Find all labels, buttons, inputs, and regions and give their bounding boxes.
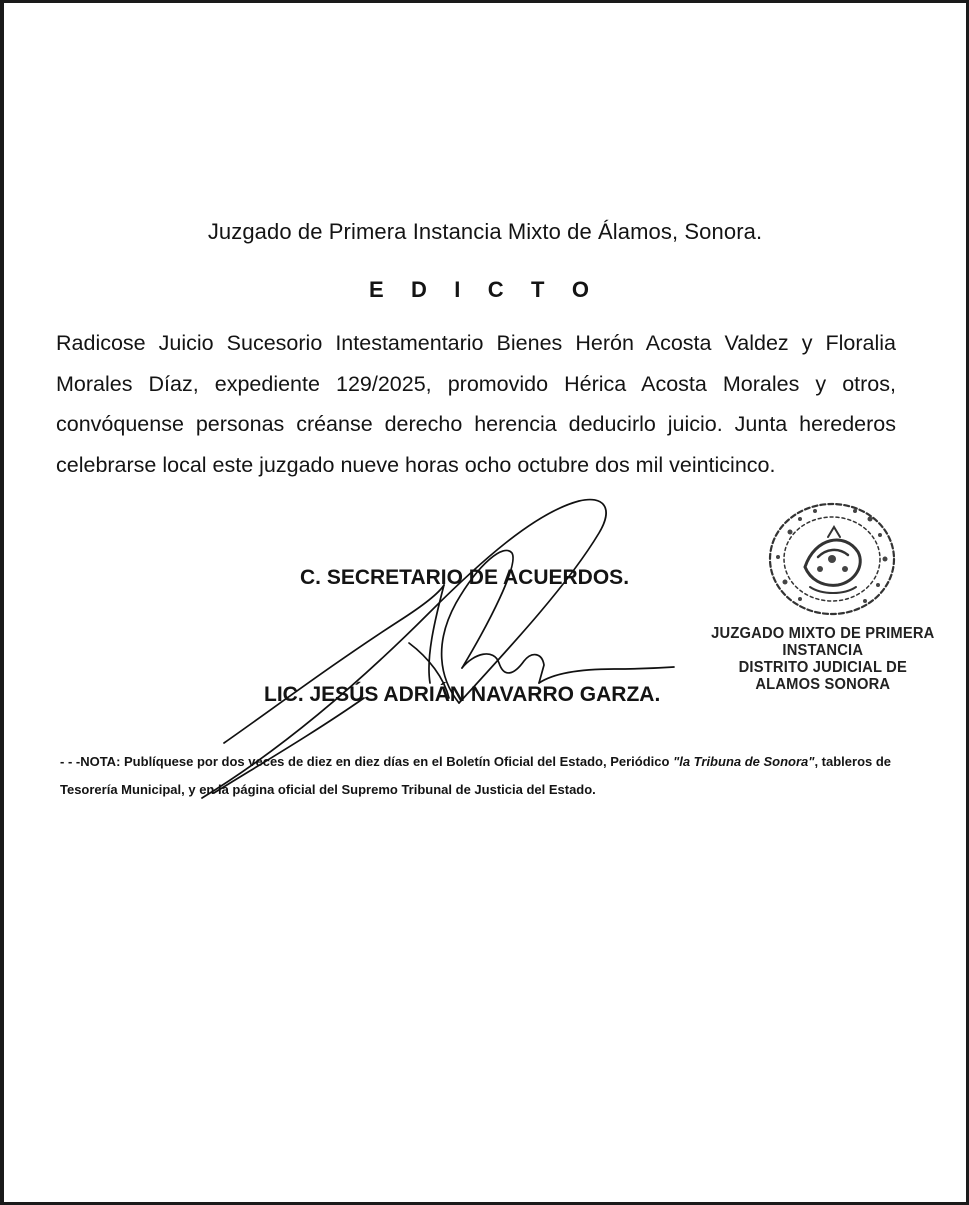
note-prefix: - - -NOTA: Publíquese por dos veces de diez en diez días en el Boletín Oficial del Estado, Periódico	[60, 754, 674, 769]
edict-title-letter: D	[411, 277, 427, 302]
edict-title-letter: C	[487, 277, 504, 302]
seal-line: INSTANCIA	[782, 642, 864, 659]
court-seal-emblem	[760, 497, 910, 625]
seal-line: JUZGADO MIXTO DE PRIMERA	[711, 625, 935, 642]
note-newspaper: "la Tribuna de Sonora"	[673, 754, 815, 769]
edict-title-letter: O	[571, 277, 589, 302]
seal-line: DISTRITO JUDICIAL DE	[738, 659, 907, 676]
edict-title-letter: T	[531, 277, 545, 302]
edict-body-text: Radicose Juicio Sucesorio Intestamentario Bienes Herón Acosta Valdez y Floralia Morales Díaz, expediente 129/2025, promovido Hérica Acosta Morales y otros, convóquense personas créanse derecho herencia deducirlo juicio. Junta herederos celebrarse local este juzgado nueve horas ocho octubre dos mil veinticinco.	[56, 331, 896, 477]
edict-title	[369, 277, 589, 303]
secretary-name: LIC. JESÚS ADRIÁN NAVARRO GARZA.	[264, 683, 661, 706]
secretary-title: C. SECRETARIO DE ACUERDOS.	[300, 566, 630, 589]
court-header: Juzgado de Primera Instancia Mixto de Álamos, Sonora.	[207, 219, 763, 244]
note-suffix: , tableros de Tesorería Municipal, y en la página oficial del Supremo Tribunal de Justicia del Estado.	[60, 754, 892, 797]
court-seal-text	[694, 625, 952, 693]
seal-line: ALAMOS SONORA	[755, 676, 891, 693]
edict-title-letter: E	[369, 277, 384, 302]
edict-title-letter: I	[454, 277, 461, 302]
handwritten-signature	[194, 493, 684, 808]
